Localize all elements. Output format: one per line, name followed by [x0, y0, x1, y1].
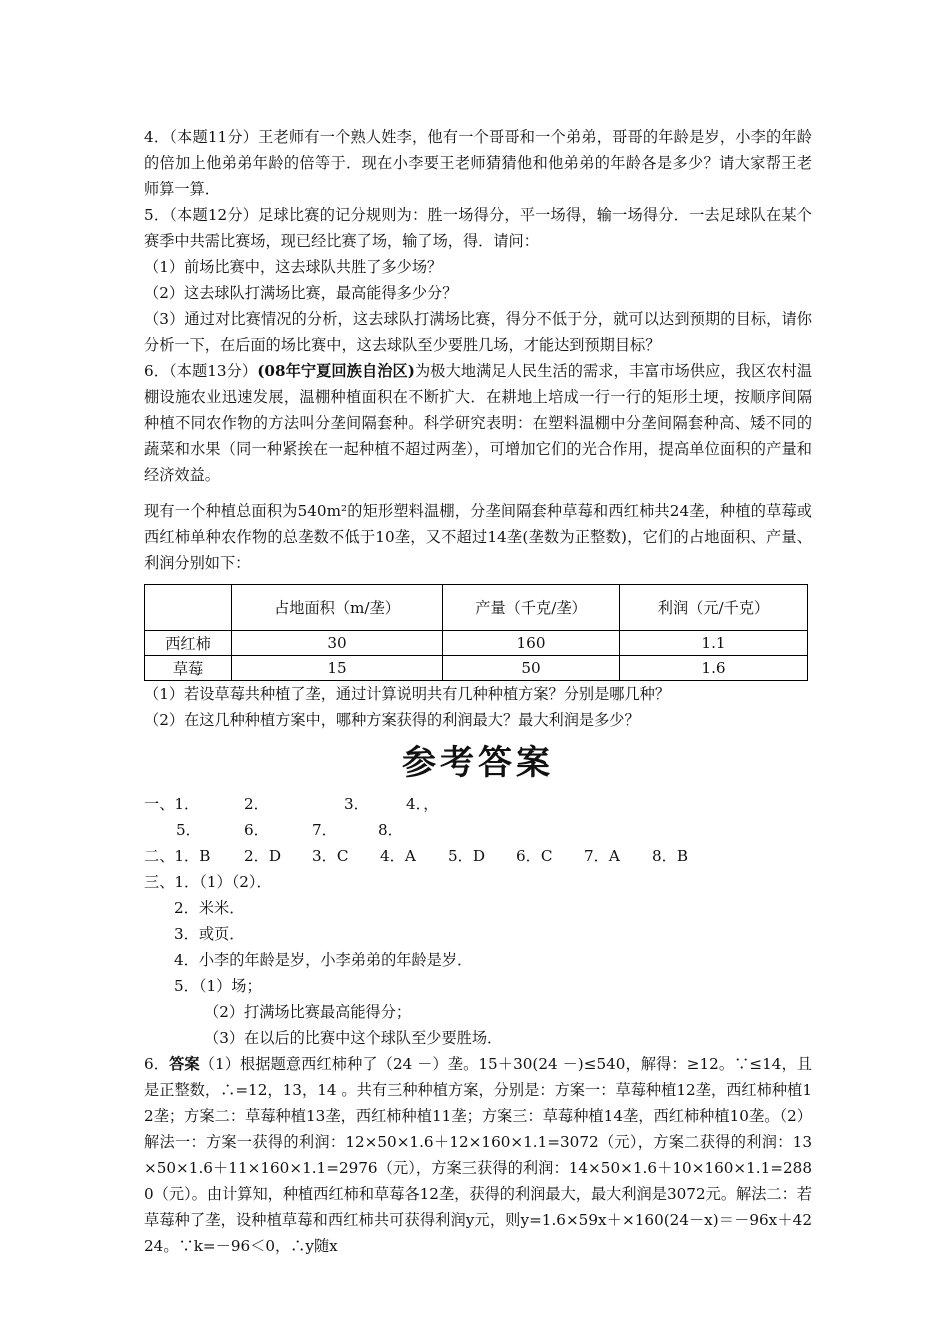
answer-item: 2．D — [244, 847, 282, 865]
answers-section-2 — [144, 843, 812, 869]
answer-item: 二、1．B — [144, 847, 211, 865]
answer-item: 8．B — [652, 847, 689, 865]
answer-item: 3． — [344, 795, 369, 813]
answer-item: 6．C — [516, 847, 553, 865]
answers-section-3-4: 4．小李的年龄是岁，小李弟弟的年龄是岁． — [174, 951, 473, 969]
answers-section-1-line-1 — [144, 791, 812, 817]
answers-section-3-3: 3．或页． — [174, 925, 245, 943]
problem-6-paragraph-2: 现有一个种植总面积为540m²的矩形塑料温棚，分垄间隔套种草莓和西红柿共24垄，种植的草莓或西红柿单种农作物的总垄数不低于10垄，又不超过14垄(垄数为正整数)，它们的占地面积、产量、利润分别如下： — [144, 502, 812, 572]
document-page — [144, 124, 812, 1259]
table-header-cell: 产量（千克/垄） — [443, 585, 620, 631]
table-header-cell: 占地面积（m/垄） — [232, 585, 443, 631]
table-cell: 15 — [232, 656, 443, 681]
answer-item: 5． — [176, 821, 201, 839]
answers-section-3-5-2: （2）打满场比赛最高能得分； — [204, 1003, 412, 1021]
answer-item: 4．A — [380, 847, 416, 865]
answer-item: 2． — [244, 795, 269, 813]
answers-section-3-5-3: （3）在以后的比赛中这个球队至少要胜场． — [204, 1029, 503, 1047]
answers-title: 参考答案 — [402, 743, 554, 783]
answer-item: 4．， — [406, 795, 439, 813]
table-cell: 1.1 — [620, 631, 808, 656]
problem-6-q2: （2）在这几种种植方案中，哪种方案获得的利润最大？最大利润是多少？ — [144, 711, 640, 729]
problem-5-q1: （1）前场比赛中，这去球队共胜了多少场？ — [144, 258, 443, 276]
answer-6-body: （1）根据题意西红柿种了（24 －）垄。15＋30(24 －)≤540，解得：≥12。∵≤14，且是正整数，∴=12，13，14 。共有三种种植方案，分别是：方案一：草莓种植12垄，西红柿种植12垄；方案二：草莓种植13垄，西红柿种植11垄；方案三：草莓种植14垄，西红柿种植10垄。（2）解法一：方案一获得的利润：12×50×1.6＋12×160×1.1=3072（元），方案二获得的利润：13×50×1.6＋11×160×1.1=2976（元），方案三获得的利润：14×50×1.6＋10×160×1.1=2880（元）。由计算知，种植西红柿和草莓各12垄，获得的利润最大，最大利润是3072元。解法二：若草莓种了垄，设种植草莓和西红柿共可获得利润y元，则y=1.6×59x＋×160(24－x)＝－96x＋4224。∵k=－96＜0，∴y随x — [144, 1055, 812, 1255]
problem-4: 4．（本题11分）王老师有一个熟人姓李，他有一个哥哥和一个弟弟，哥哥的年龄是岁，小李的年龄的倍加上他弟弟年龄的倍等于．现在小李要王老师猜猜他和他弟弟的年龄各是多少？请大家帮王老师算一算． — [144, 128, 812, 198]
table-row — [145, 631, 808, 656]
problem-6 — [144, 358, 812, 488]
crop-data-table — [144, 584, 808, 681]
answer-item: 7． — [312, 821, 337, 839]
answers-section-1-line-2 — [144, 817, 812, 843]
problem-6-q1: （1）若设草莓共种植了垄，通过计算说明共有几种种植方案？分别是哪几种？ — [144, 685, 671, 703]
table-header-cell — [145, 585, 232, 631]
problem-5-q3: （3）通过对比赛情况的分析，这去球队打满场比赛，得分不低于分，就可以达到预期的目标，请你分析一下，在后面的场比赛中，这去球队至少要胜几场，才能达到预期目标？ — [144, 310, 812, 354]
answer-item: 6． — [244, 821, 269, 839]
table-cell: 30 — [232, 631, 443, 656]
answer-6-label: 答案 — [169, 1055, 200, 1073]
answers-section-3-5: 5．（1）场； — [174, 977, 262, 995]
table-header-row — [145, 585, 808, 631]
answers-section-3-1: 三、1．（1）（2）． — [144, 873, 272, 891]
table-cell: 50 — [443, 656, 620, 681]
table-cell: 西红柿 — [145, 631, 232, 656]
answer-item: 3．C — [312, 847, 349, 865]
problem-6-body: 为极大地满足人民生活的需求，丰富市场供应，我区农村温棚设施农业迅速发展，温棚种植面积在不断扩大．在耕地上培成一行一行的矩形土埂，按顺序间隔种植不同农作物的方法叫分垄间隔套种。科学研究表明：在塑料温棚中分垄间隔套种高、矮不同的蔬菜和水果（同一种紧挨在一起种植不超过两垄），可增加它们的光合作用，提高单位面积的产量和经济效益。 — [144, 362, 813, 484]
table-cell: 草莓 — [145, 656, 232, 681]
answer-item: 5．D — [448, 847, 486, 865]
table-cell: 160 — [443, 631, 620, 656]
problem-6-prefix: 6．（本题13分） — [144, 362, 258, 380]
answer-item: 一、1． — [144, 795, 200, 813]
answer-item: 8． — [378, 821, 403, 839]
table-header-cell: 利润（元/千克） — [620, 585, 808, 631]
answer-item: 7．A — [584, 847, 620, 865]
problem-5-q2: （2）这去球队打满场比赛，最高能得多少分？ — [144, 284, 458, 302]
answer-6 — [144, 1051, 812, 1259]
table-row — [145, 656, 808, 681]
problem-6-source: (08年宁夏回族自治区) — [257, 362, 415, 380]
table-cell: 1.6 — [620, 656, 808, 681]
answers-section-3-2: 2．米米． — [174, 899, 245, 917]
answer-6-prefix: 6． — [144, 1055, 170, 1073]
problem-5: 5．（本题12分）足球比赛的记分规则为：胜一场得分，平一场得，输一场得分．一去足球队在某个赛季中共需比赛场，现已经比赛了场，输了场，得．请问： — [144, 206, 812, 250]
